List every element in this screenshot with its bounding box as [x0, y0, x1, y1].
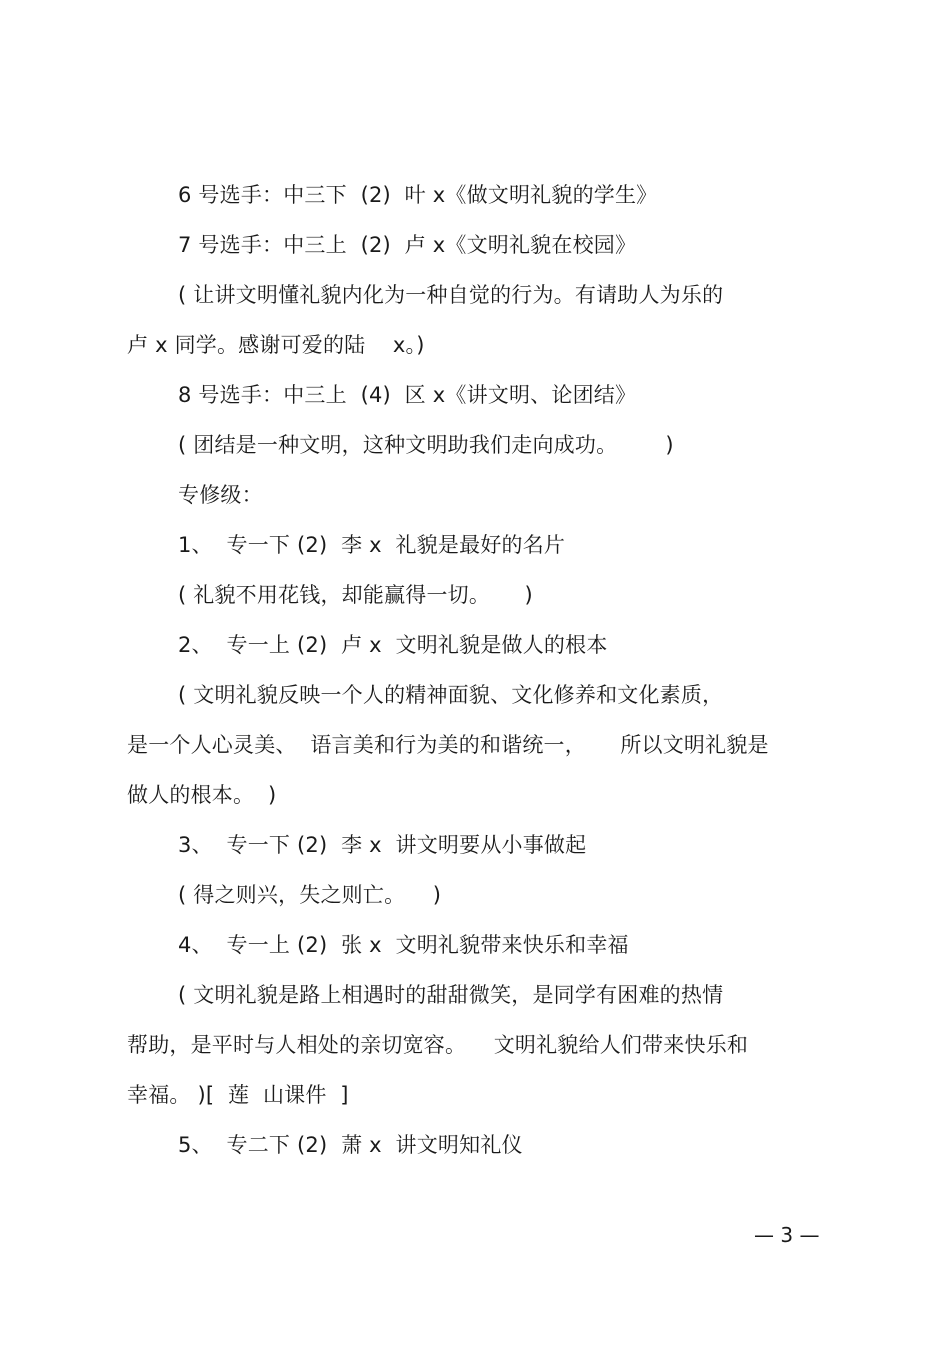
text-line-contestant-7: 7 号选手：中三上 (2) 卢 x《文明礼貌在校园》: [178, 233, 637, 257]
text-line-comment-7b: 卢 x 同学。感谢可爱的陆 x。): [127, 333, 425, 357]
text-line-comment-4b: 帮助，是平时与人相处的亲切宽容。 文明礼貌给人们带来快乐和: [127, 1033, 749, 1057]
text-line-item-1: 1、 专一下 (2) 李 x 礼貌是最好的名片: [178, 533, 566, 557]
text-line-contestant-6: 6 号选手：中三下 (2) 叶 x《做文明礼貌的学生》: [178, 183, 658, 207]
page-number: — 3 —: [754, 1223, 820, 1247]
text-line-contestant-8: 8 号选手：中三上 (4) 区 x《讲文明、论团结》: [178, 383, 637, 407]
text-line-item-4: 4、 专一上 (2) 张 x 文明礼貌带来快乐和幸福: [178, 933, 629, 957]
text-line-comment-7a: ( 让讲文明懂礼貌内化为一种自觉的行为。有请助人为乐的: [178, 283, 724, 307]
text-line-comment-2a: ( 文明礼貌反映一个人的精神面貌、文化修养和文化素质，: [178, 683, 724, 707]
text-line-item-5: 5、 专二下 (2) 萧 x 讲文明知礼仪: [178, 1133, 523, 1157]
section-heading: 专修级：: [178, 483, 263, 507]
text-line-comment-3: ( 得之则兴，失之则亡。 ): [178, 883, 442, 907]
text-line-comment-4c: 幸福。 )[ 莲 山课件 ]: [127, 1083, 349, 1107]
text-line-item-2: 2、 专一上 (2) 卢 x 文明礼貌是做人的根本: [178, 633, 608, 657]
text-line-item-3: 3、 专一下 (2) 李 x 讲文明要从小事做起: [178, 833, 587, 857]
text-line-comment-4a: ( 文明礼貌是路上相遇时的甜甜微笑，是同学有困难的热情: [178, 983, 724, 1007]
text-line-comment-2c: 做人的根本。 ): [127, 783, 277, 807]
text-line-comment-8: ( 团结是一种文明，这种文明助我们走向成功。 ): [178, 433, 674, 457]
text-line-comment-2b: 是一个人心灵美、 语言美和行为美的和谐统一， 所以文明礼貌是: [127, 733, 769, 757]
text-line-comment-1: ( 礼貌不用花钱，却能赢得一切。 ): [178, 583, 533, 607]
